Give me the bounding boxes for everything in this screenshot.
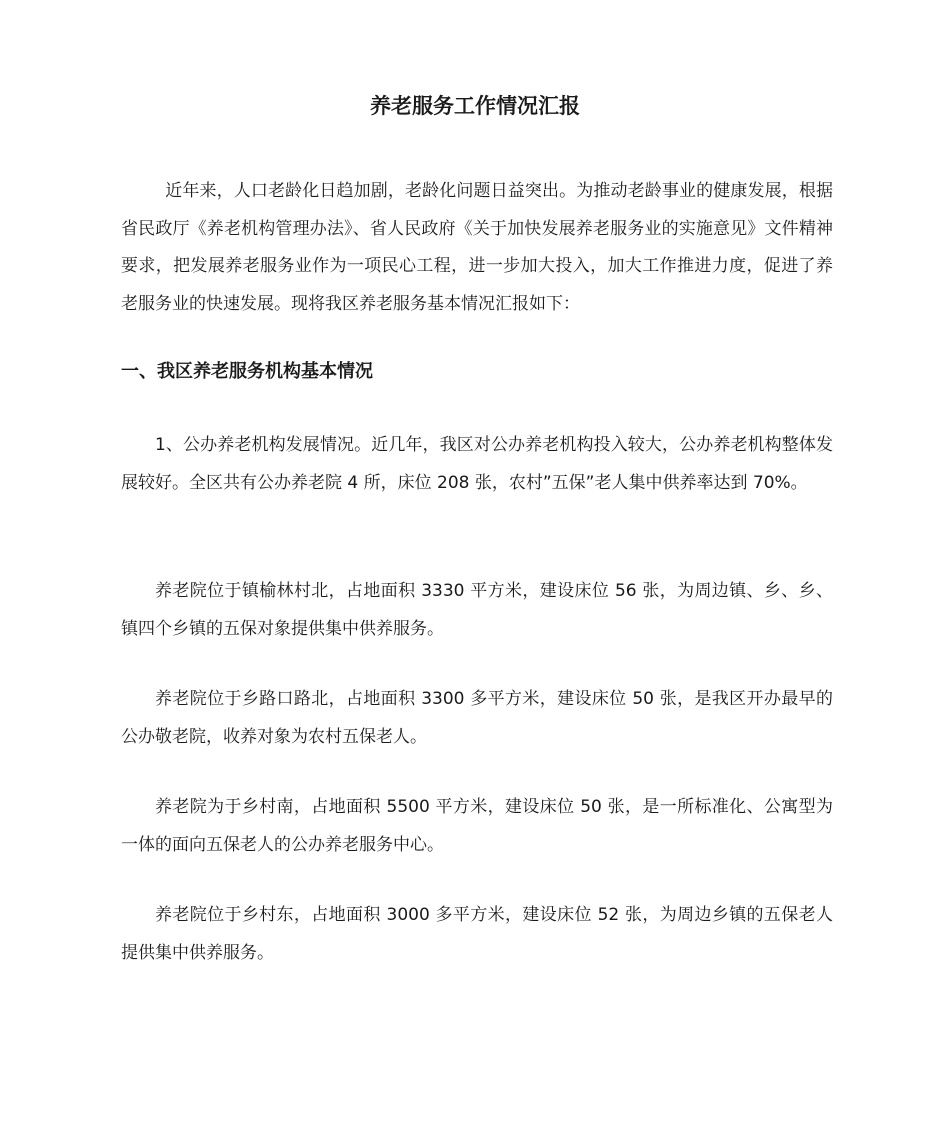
paragraph-home-4: 养老院位于乡村东，占地面积 3000 多平方米，建设床位 52 张，为周边乡镇的五保老人提供集中供养服务。	[121, 905, 833, 963]
intro-paragraph: 近年来，人口老龄化日趋加剧，老龄化问题日益突出。为推动老龄事业的健康发展，根据省民政厅《养老机构管理办法》、省人民政府《关于加快发展养老服务业的实施意见》文件精神要求，把发展养老服务业作为一项民心工程，进一步加大投入，加大工作推进力度，促进了养老服务业的快速发展。现将我区养老服务基本情况汇报如下：	[121, 181, 833, 314]
paragraph-home-2: 养老院位于乡路口路北，占地面积 3300 多平方米，建设床位 50 张，是我区开办最早的公办敬老院，收养对象为农村五保老人。	[121, 689, 833, 747]
paragraph-home-1: 养老院位于镇榆林村北，占地面积 3330 平方米，建设床位 56 张，为周边镇、乡、乡、镇四个乡镇的五保对象提供集中供养服务。	[121, 581, 833, 639]
section-heading: 一、我区养老服务机构基本情况	[121, 361, 373, 382]
document-title: 养老服务工作情况汇报	[370, 94, 580, 118]
paragraph-home-3: 养老院为于乡村南，占地面积 5500 平方米，建设床位 50 张，是一所标准化、公寓型为一体的面向五保老人的公办养老服务中心。	[121, 797, 833, 855]
paragraph-public-institutions: 1、公办养老机构发展情况。近几年，我区对公办养老机构投入较大，公办养老机构整体发展较好。全区共有公办养老院 4 所，床位 208 张，农村”五保”老人集中供养率达到 70%。	[121, 435, 833, 493]
